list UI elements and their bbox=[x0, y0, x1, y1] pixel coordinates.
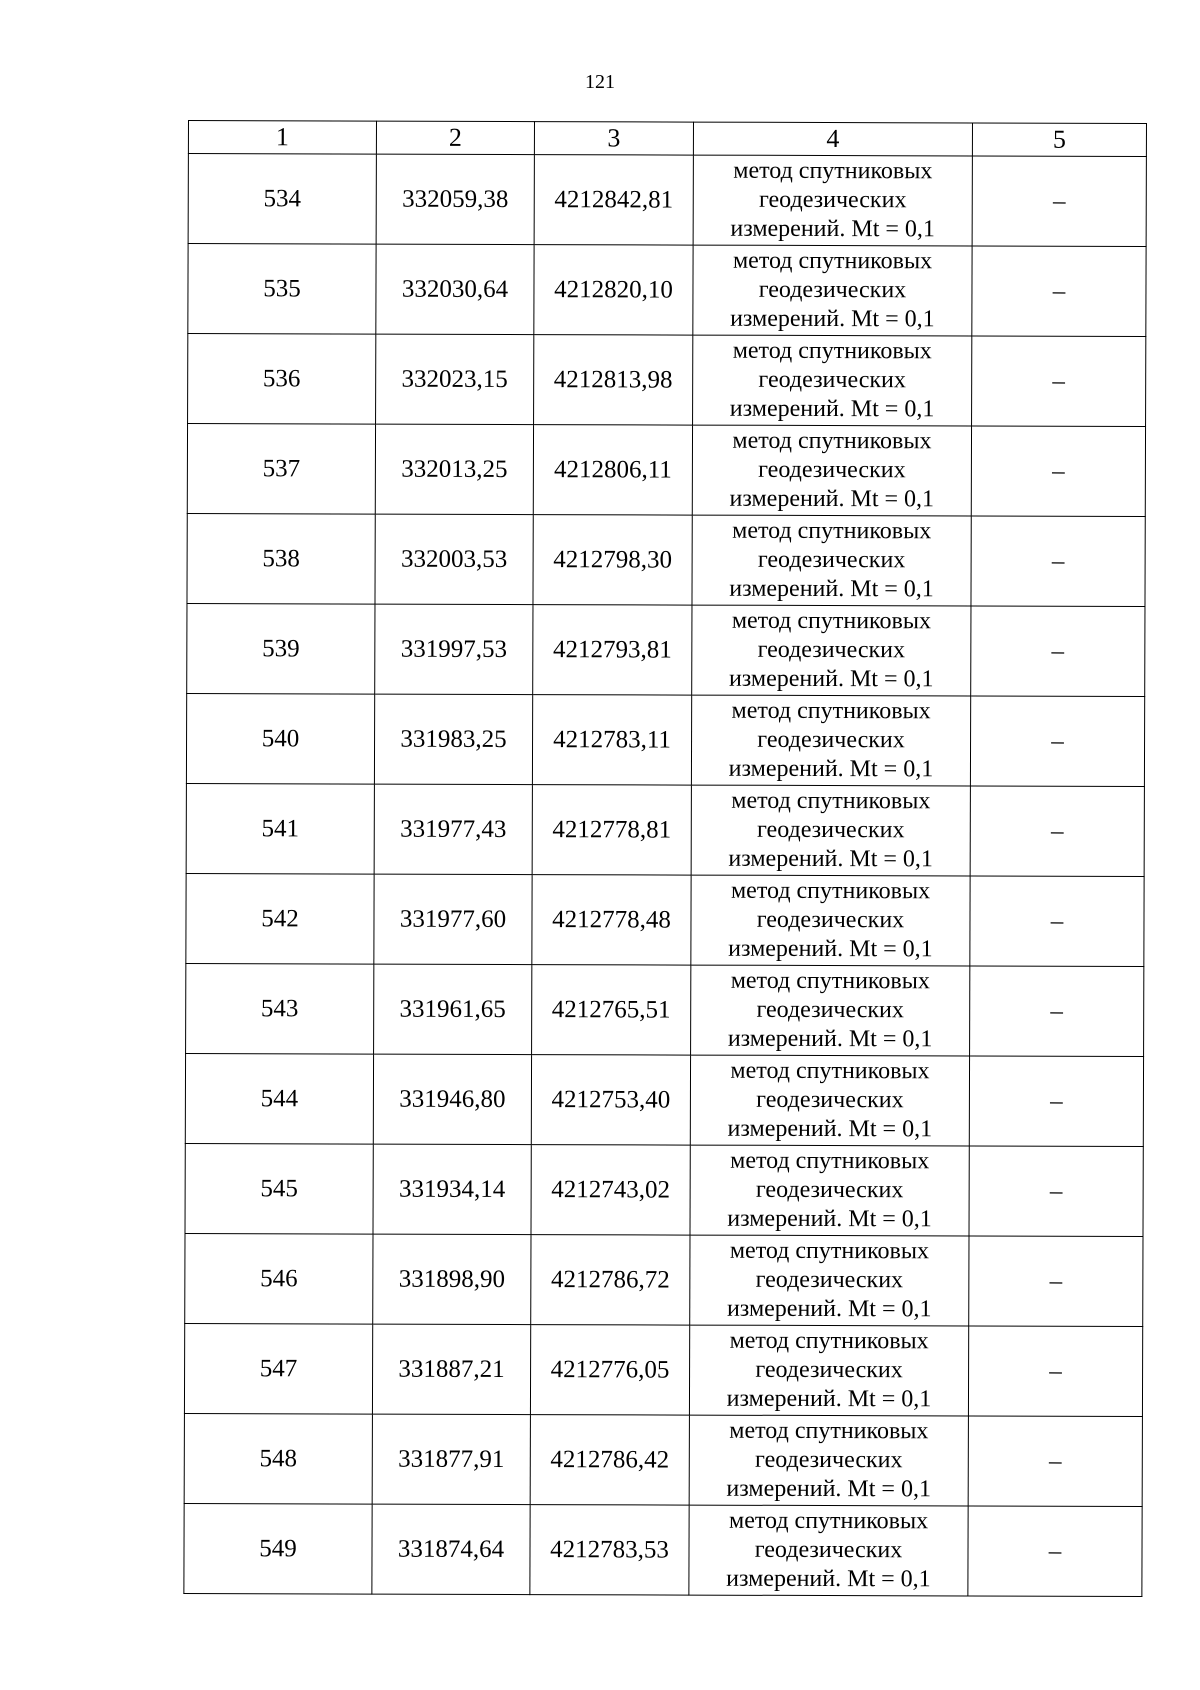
method-line: метод спутниковых bbox=[732, 247, 933, 275]
note-cell: – bbox=[972, 336, 1146, 427]
x-coordinate-cell: 331946,80 bbox=[373, 1054, 531, 1144]
method-line: метод спутниковых bbox=[730, 1057, 930, 1085]
method-line: метод спутниковых bbox=[732, 427, 932, 455]
column-header-3: 3 bbox=[534, 122, 693, 155]
y-coordinate-cell: 4212753,40 bbox=[531, 1055, 690, 1145]
y-coordinate-cell: 4212783,53 bbox=[530, 1505, 689, 1595]
method-line: метод спутниковых bbox=[731, 787, 931, 815]
note-cell: – bbox=[972, 156, 1146, 247]
method-cell bbox=[693, 335, 972, 426]
note-cell: – bbox=[972, 246, 1146, 337]
y-coordinate-cell: 4212778,81 bbox=[532, 785, 691, 875]
point-number-cell: 549 bbox=[184, 1503, 372, 1594]
method-cell bbox=[690, 1235, 969, 1326]
method-line: геодезических bbox=[756, 1086, 904, 1114]
x-coordinate-cell: 331874,64 bbox=[372, 1504, 530, 1594]
method-line: метод спутниковых bbox=[730, 967, 930, 995]
column-header-1: 1 bbox=[188, 121, 376, 155]
point-number-cell: 536 bbox=[188, 334, 376, 425]
method-line: геодезических bbox=[758, 456, 906, 484]
method-line: геодезических bbox=[755, 1446, 903, 1474]
method-line: геодезических bbox=[757, 546, 906, 574]
method-line: геодезических bbox=[758, 186, 907, 214]
method-line: измерений. Mt = 0,1 bbox=[729, 395, 935, 423]
method-line: метод спутниковых bbox=[728, 1507, 929, 1535]
point-number-cell: 546 bbox=[185, 1233, 373, 1324]
method-line: геодезических bbox=[756, 816, 905, 844]
note-cell: – bbox=[969, 1146, 1143, 1237]
x-coordinate-cell: 331997,53 bbox=[375, 604, 533, 694]
table-header-row bbox=[188, 121, 1146, 157]
method-line: метод спутниковых bbox=[730, 877, 931, 905]
table-row bbox=[186, 963, 1144, 1056]
method-cell bbox=[690, 1055, 969, 1146]
method-cell bbox=[689, 1415, 968, 1506]
x-coordinate-cell: 332003,53 bbox=[375, 514, 533, 604]
y-coordinate-cell: 4212786,72 bbox=[531, 1235, 690, 1325]
table-row bbox=[186, 873, 1144, 966]
point-number-cell: 544 bbox=[185, 1053, 373, 1144]
note-cell: – bbox=[971, 516, 1145, 607]
method-line: измерений. Mt = 0,1 bbox=[727, 1115, 933, 1143]
method-cell bbox=[689, 1325, 968, 1416]
table-row bbox=[184, 1323, 1142, 1416]
method-line: геодезических bbox=[754, 1536, 903, 1564]
method-cell bbox=[693, 155, 972, 246]
method-line: метод спутниковых bbox=[729, 1327, 929, 1355]
point-number-cell: 538 bbox=[187, 513, 375, 604]
note-cell: – bbox=[968, 1326, 1142, 1417]
x-coordinate-cell: 331934,14 bbox=[373, 1144, 531, 1234]
method-line: измерений. Mt = 0,1 bbox=[728, 935, 933, 963]
method-cell bbox=[691, 785, 970, 876]
x-coordinate-cell: 332059,38 bbox=[376, 154, 534, 244]
method-line: геодезических bbox=[756, 906, 905, 934]
point-number-cell: 541 bbox=[186, 783, 374, 874]
method-cell bbox=[691, 695, 970, 786]
method-line: метод спутниковых bbox=[732, 517, 932, 545]
point-number-cell: 542 bbox=[186, 873, 374, 964]
y-coordinate-cell: 4212820,10 bbox=[534, 245, 693, 335]
method-line: геодезических bbox=[756, 996, 904, 1024]
table-row bbox=[186, 783, 1144, 876]
x-coordinate-cell: 331961,65 bbox=[374, 964, 532, 1054]
method-cell bbox=[693, 245, 972, 336]
table-row bbox=[187, 424, 1145, 517]
point-number-cell: 547 bbox=[184, 1323, 372, 1414]
table-row bbox=[188, 244, 1146, 337]
method-line: метод спутниковых bbox=[732, 337, 932, 365]
table-row bbox=[186, 693, 1144, 786]
table-row bbox=[188, 154, 1146, 247]
column-header-5: 5 bbox=[972, 123, 1146, 157]
method-line: метод спутниковых bbox=[731, 697, 931, 725]
method-line: метод спутниковых bbox=[730, 1147, 930, 1175]
method-cell bbox=[690, 1145, 969, 1236]
method-line: измерений. Mt = 0,1 bbox=[726, 1385, 932, 1413]
x-coordinate-cell: 331877,91 bbox=[372, 1414, 530, 1504]
table-row bbox=[184, 1413, 1142, 1506]
column-header-2: 2 bbox=[376, 121, 534, 154]
method-line: измерений. Mt = 0,1 bbox=[726, 1565, 931, 1593]
y-coordinate-cell: 4212798,30 bbox=[533, 515, 692, 605]
method-cell bbox=[692, 605, 971, 696]
note-cell: – bbox=[970, 786, 1144, 877]
point-number-cell: 534 bbox=[188, 154, 376, 245]
point-number-cell: 537 bbox=[187, 424, 375, 515]
method-line: измерений. Mt = 0,1 bbox=[728, 665, 934, 693]
method-line: измерений. Mt = 0,1 bbox=[727, 1205, 932, 1233]
x-coordinate-cell: 331977,60 bbox=[374, 874, 532, 964]
coordinates-table bbox=[183, 120, 1147, 1597]
x-coordinate-cell: 332013,25 bbox=[375, 424, 533, 514]
point-number-cell: 545 bbox=[185, 1143, 373, 1234]
y-coordinate-cell: 4212842,81 bbox=[534, 155, 693, 245]
y-coordinate-cell: 4212806,11 bbox=[533, 425, 692, 515]
method-line: измерений. Mt = 0,1 bbox=[728, 755, 934, 783]
point-number-cell: 543 bbox=[186, 963, 374, 1054]
method-line: метод спутниковых bbox=[729, 1417, 929, 1445]
method-cell bbox=[691, 875, 970, 966]
y-coordinate-cell: 4212776,05 bbox=[530, 1325, 689, 1415]
x-coordinate-cell: 331887,21 bbox=[372, 1324, 530, 1414]
method-line: геодезических bbox=[757, 726, 905, 754]
point-number-cell: 535 bbox=[188, 244, 376, 335]
method-line: измерений. Mt = 0,1 bbox=[729, 485, 935, 513]
x-coordinate-cell: 332030,64 bbox=[376, 244, 534, 334]
method-line: геодезических bbox=[758, 276, 907, 304]
note-cell: – bbox=[969, 1056, 1143, 1147]
method-line: измерений. Mt = 0,1 bbox=[726, 1475, 932, 1503]
method-cell bbox=[691, 965, 970, 1056]
note-cell: – bbox=[971, 606, 1145, 697]
y-coordinate-cell: 4212793,81 bbox=[533, 605, 692, 695]
method-line: измерений. Mt = 0,1 bbox=[730, 215, 935, 243]
y-coordinate-cell: 4212786,42 bbox=[530, 1415, 689, 1505]
table-row bbox=[185, 1233, 1143, 1326]
table-row bbox=[187, 513, 1145, 606]
method-line: измерений. Mt = 0,1 bbox=[726, 1295, 932, 1323]
method-line: метод спутниковых bbox=[733, 157, 933, 185]
x-coordinate-cell: 331983,25 bbox=[374, 694, 532, 784]
table-row bbox=[187, 603, 1145, 696]
method-cell bbox=[692, 425, 971, 516]
point-number-cell: 548 bbox=[184, 1413, 372, 1504]
method-line: измерений. Mt = 0,1 bbox=[730, 305, 935, 333]
x-coordinate-cell: 331977,43 bbox=[374, 784, 532, 874]
table-row bbox=[185, 1143, 1143, 1236]
method-line: метод спутниковых bbox=[729, 1237, 930, 1265]
note-cell: – bbox=[968, 1506, 1142, 1597]
point-number-cell: 539 bbox=[187, 603, 375, 694]
x-coordinate-cell: 331898,90 bbox=[373, 1234, 531, 1324]
page-number: 121 bbox=[585, 71, 615, 93]
method-line: метод спутниковых bbox=[731, 607, 932, 635]
method-line: измерений. Mt = 0,1 bbox=[727, 1025, 933, 1053]
x-coordinate-cell: 332023,15 bbox=[376, 334, 534, 424]
method-line: измерений. Mt = 0,1 bbox=[729, 575, 934, 603]
table-body bbox=[184, 154, 1147, 1597]
method-line: геодезических bbox=[755, 1266, 904, 1294]
method-line: геодезических bbox=[757, 636, 906, 664]
method-cell bbox=[689, 1505, 968, 1596]
method-cell bbox=[692, 515, 971, 606]
note-cell: – bbox=[970, 876, 1144, 967]
method-line: измерений. Mt = 0,1 bbox=[728, 845, 934, 873]
column-header-4: 4 bbox=[693, 122, 972, 156]
note-cell: – bbox=[971, 426, 1145, 517]
note-cell: – bbox=[970, 966, 1144, 1057]
note-cell: – bbox=[969, 1236, 1143, 1327]
note-cell: – bbox=[968, 1416, 1142, 1507]
note-cell: – bbox=[970, 696, 1144, 787]
method-line: геодезических bbox=[755, 1176, 904, 1204]
y-coordinate-cell: 4212765,51 bbox=[532, 965, 691, 1055]
y-coordinate-cell: 4212813,98 bbox=[534, 335, 693, 425]
table-row bbox=[188, 334, 1146, 427]
method-line: геодезических bbox=[755, 1356, 903, 1384]
y-coordinate-cell: 4212743,02 bbox=[531, 1145, 690, 1235]
table-row bbox=[185, 1053, 1143, 1146]
y-coordinate-cell: 4212778,48 bbox=[532, 875, 691, 965]
table-row bbox=[184, 1503, 1142, 1596]
y-coordinate-cell: 4212783,11 bbox=[532, 695, 691, 785]
point-number-cell: 540 bbox=[186, 693, 374, 784]
method-line: геодезических bbox=[758, 366, 906, 394]
